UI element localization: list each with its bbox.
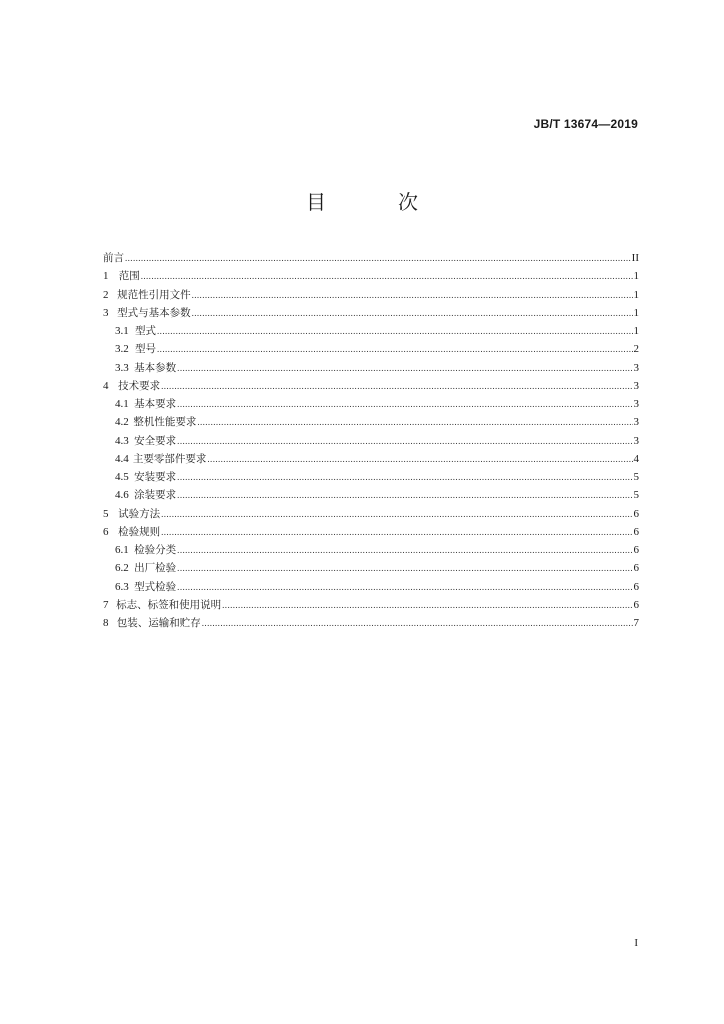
toc-entry-page: 3 — [633, 434, 639, 447]
toc-entry-title: 型式检验 — [134, 580, 177, 593]
toc-entry[interactable] — [103, 249, 639, 267]
toc-entry[interactable] — [103, 614, 639, 632]
toc-dot-leader — [202, 614, 633, 632]
toc-entry-title: 型号 — [135, 343, 157, 356]
toc-entry-page: II — [631, 252, 639, 264]
toc-entry-page: 7 — [633, 617, 639, 629]
toc-entry-title: 主要零部件要求 — [132, 452, 207, 465]
toc-entry-page: 6 — [633, 507, 639, 520]
toc-dot-leader — [177, 432, 632, 450]
toc-entry-page: 6 — [633, 562, 639, 575]
toc-dot-leader — [177, 578, 632, 596]
toc-entry-number: 4.1 — [115, 398, 129, 410]
toc-entry[interactable] — [103, 286, 639, 304]
toc-entry-title: 检验规则 — [118, 525, 161, 538]
toc-entry-title: 整机性能要求 — [133, 416, 197, 429]
toc-entry-number: 4 — [103, 379, 109, 392]
toc-entry-title: 型式 — [135, 325, 157, 337]
toc-dot-leader — [222, 596, 632, 614]
toc-entry-number: 8 — [103, 617, 109, 629]
toc-entry[interactable] — [103, 413, 639, 431]
toc-entry-number: 3.3 — [115, 361, 129, 374]
toc-entry-page: 3 — [633, 361, 639, 374]
toc-entry-page: 3 — [633, 398, 639, 410]
toc-entry-page: 4 — [633, 452, 639, 465]
toc-entry-number: 4.2 — [115, 416, 129, 429]
toc-entry-title: 基本要求 — [134, 398, 177, 410]
toc-entry-number: 6 — [103, 525, 109, 538]
toc-entry-number: 4.4 — [115, 452, 129, 465]
toc-dot-leader — [207, 450, 632, 468]
toc-entry-page: 6 — [633, 525, 639, 538]
toc-entry-page: 1 — [633, 325, 639, 337]
toc-dot-leader — [161, 523, 632, 541]
toc-entry-page: 1 — [633, 306, 639, 319]
toc-entry-page: 5 — [633, 471, 639, 483]
toc-dot-leader — [177, 541, 632, 559]
toc-entry-title: 基本参数 — [134, 361, 177, 374]
toc-entry-page: 1 — [633, 270, 639, 283]
toc-entry-title: 试验方法 — [118, 507, 161, 520]
toc-entry[interactable] — [103, 559, 639, 577]
toc-entry[interactable] — [103, 432, 639, 450]
toc-dot-leader — [157, 322, 632, 340]
toc-dot-leader — [161, 505, 632, 523]
toc-entry-number: 4.3 — [115, 434, 129, 447]
toc-entry[interactable] — [103, 450, 639, 468]
toc-dot-leader — [197, 413, 632, 431]
toc-entry-page: 3 — [633, 416, 639, 429]
toc-entry[interactable] — [103, 267, 639, 285]
toc-title: 目 次 — [306, 190, 444, 214]
toc-entry-title: 包装、运输和贮存 — [116, 617, 201, 629]
toc-entry-number: 3.1 — [115, 325, 129, 337]
toc-entry-page: 6 — [633, 580, 639, 593]
toc-entry[interactable] — [103, 322, 639, 340]
toc-entry-title: 技术要求 — [118, 379, 161, 392]
toc-entry[interactable] — [103, 304, 639, 322]
toc-entry-page: 1 — [633, 288, 639, 301]
toc-entry[interactable] — [103, 340, 639, 358]
toc-entry[interactable] — [103, 541, 639, 559]
toc-entry-page: 6 — [633, 598, 639, 611]
toc-entry[interactable] — [103, 395, 639, 413]
toc-dot-leader — [125, 249, 631, 267]
toc-dot-leader — [141, 267, 633, 285]
toc-entry-number: 7 — [103, 598, 109, 611]
toc-dot-leader — [177, 486, 632, 504]
toc-dot-leader — [177, 395, 632, 413]
toc-entry[interactable] — [103, 578, 639, 596]
toc-entry-title: 安全要求 — [134, 434, 177, 447]
toc-dot-leader — [192, 286, 633, 304]
toc-dot-leader — [177, 359, 632, 377]
toc-entry[interactable] — [103, 523, 639, 541]
toc-entry-title: 范围 — [118, 270, 140, 283]
standard-code: JB/T 13674—2019 — [533, 117, 638, 131]
toc-entry-number: 4.5 — [115, 471, 129, 483]
toc-entry-title: 出厂检验 — [134, 562, 177, 575]
toc-entry-page: 3 — [633, 379, 639, 392]
toc-entry[interactable] — [103, 596, 639, 614]
toc-entry-page: 2 — [633, 343, 639, 356]
toc-entry-number: 6.2 — [115, 562, 129, 575]
page-number: I — [634, 937, 638, 949]
toc-entry-title: 型式与基本参数 — [117, 306, 191, 319]
toc-entry-title: 检验分类 — [134, 544, 177, 556]
toc-entry[interactable] — [103, 377, 639, 395]
toc-entry-title: 前言 — [103, 252, 124, 264]
toc-dot-leader — [161, 377, 632, 395]
toc-entry-number: 6.1 — [115, 544, 129, 556]
toc-entry-number: 1 — [103, 270, 109, 283]
toc-entry-number: 3 — [103, 306, 109, 319]
toc-entry-number: 4.6 — [115, 489, 129, 502]
toc-dot-leader — [157, 340, 632, 358]
toc-entry-number: 3.2 — [115, 343, 129, 356]
toc-dot-leader — [192, 304, 633, 322]
toc-entry-number: 5 — [103, 507, 109, 520]
toc-entry-page: 6 — [633, 544, 639, 556]
toc-entry-number: 2 — [103, 288, 109, 301]
toc-entry-title: 涂装要求 — [134, 489, 177, 502]
table-of-contents — [103, 249, 639, 632]
toc-entry-title: 安装要求 — [134, 471, 177, 483]
toc-dot-leader — [177, 468, 632, 486]
toc-entry-title: 规范性引用文件 — [117, 288, 191, 301]
toc-entry-number: 6.3 — [115, 580, 129, 593]
toc-entry[interactable] — [103, 359, 639, 377]
toc-entry[interactable] — [103, 505, 639, 523]
toc-entry-title: 标志、标签和使用说明 — [116, 598, 222, 611]
toc-dot-leader — [177, 559, 632, 577]
toc-entry[interactable] — [103, 486, 639, 504]
toc-entry[interactable] — [103, 468, 639, 486]
toc-entry-page: 5 — [633, 489, 639, 502]
